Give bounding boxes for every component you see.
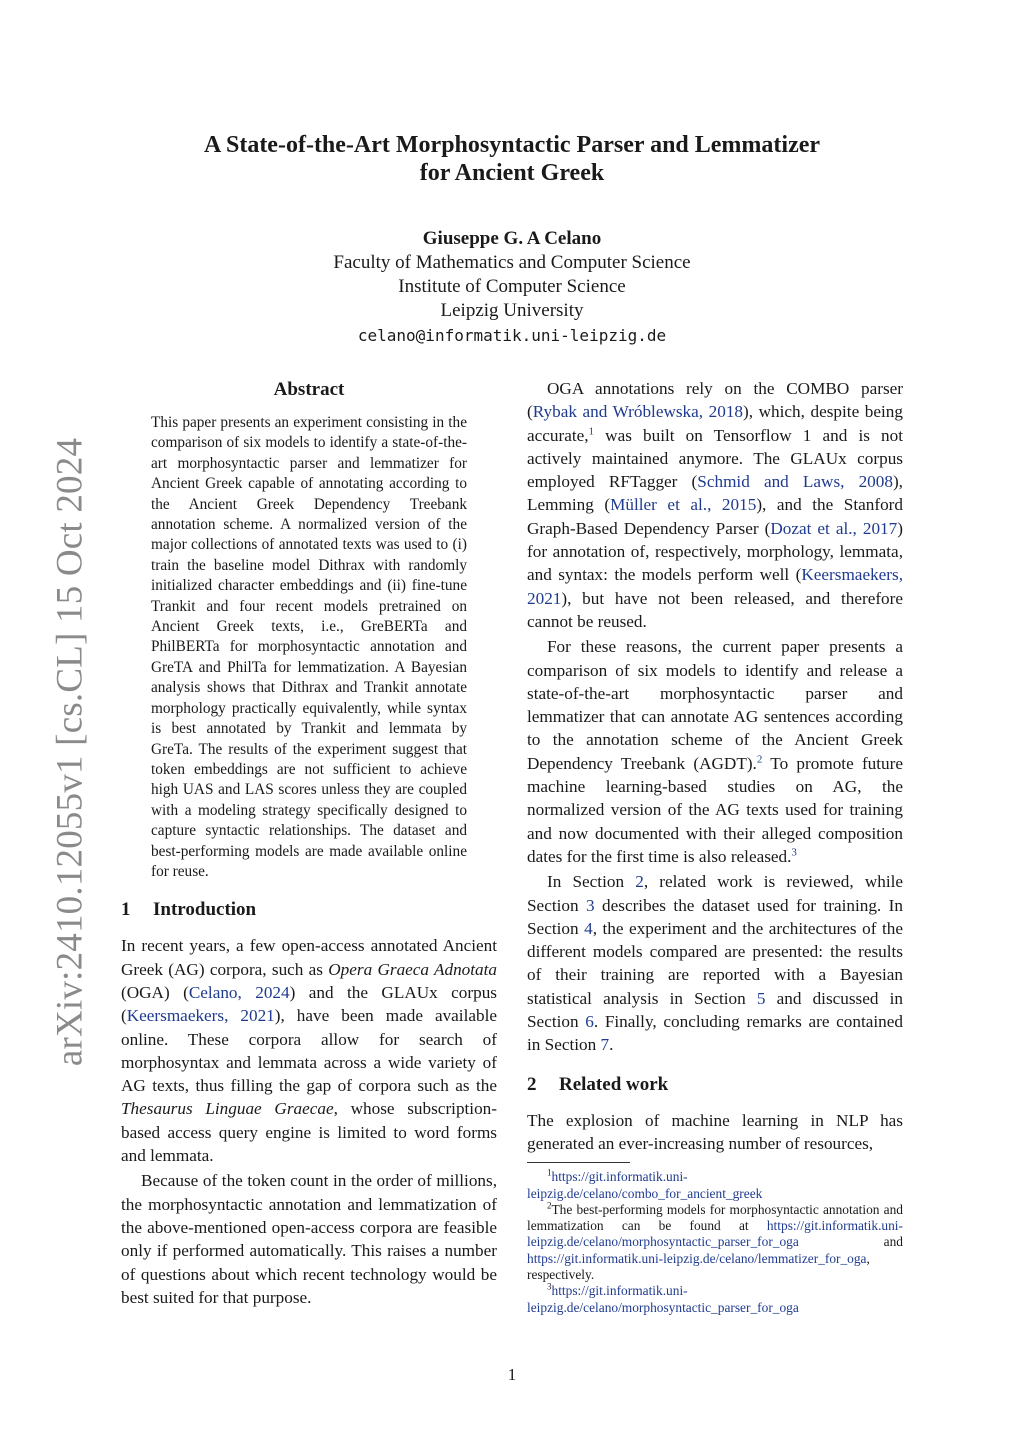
title-line-2: for Ancient Greek xyxy=(419,160,605,186)
text-run: was built on Tensorflow 1 and is not actively maintained anymore. The GLAUx corpus employed RFTagger ( xyxy=(527,425,903,492)
citation-link[interactable]: Rybak and Wróblewska, 2018 xyxy=(532,402,744,422)
text-run: and discussed in Section xyxy=(527,988,903,1032)
text-run: ) for annotation of, respectively, morphology, lemmata, and syntax: the models perform well ( xyxy=(527,518,903,585)
intro-paragraph-2: Because of the token count in the order of millions, the morphosyntactic annotation and lemmatization of the above-mentioned open-access corpora are feasible only if performed automatically. This raises a number of questions about which recent technology would be best suited for that purpose. xyxy=(121,1171,497,1307)
right-column xyxy=(527,377,903,1316)
section-ref-link[interactable]: 4 xyxy=(584,918,593,938)
paper-title xyxy=(0,131,1024,187)
section-title: Introduction xyxy=(153,899,257,921)
footnote-number: 2 xyxy=(547,1200,552,1211)
citation-link[interactable]: Keersmaekers, 2021 xyxy=(126,1006,275,1026)
citation-link[interactable]: Dozat et al., 2017 xyxy=(770,518,898,538)
section-number: 2 xyxy=(527,1073,537,1095)
footnote-marker[interactable]: 1 xyxy=(588,424,595,437)
text-run: . xyxy=(609,1035,614,1055)
text-run: , respectively. xyxy=(527,1250,870,1282)
footnote-divider xyxy=(527,1162,630,1163)
text-run: , the experiment and the architectures of the different models compared are presented: the results of their training are reported with a Bayesian statistical analysis in Section xyxy=(527,918,903,1008)
text-run: . Finally, concluding remarks are contained in Section xyxy=(527,1012,903,1055)
author-email[interactable]: celano@informatik.uni-leipzig.de xyxy=(357,326,667,345)
text-run: In Section xyxy=(547,872,636,892)
text-run: , whose subscription-based access query engine is limited to word forms and lemmata. xyxy=(121,1099,497,1166)
page-number: 1 xyxy=(507,1365,517,1384)
footnotes xyxy=(527,1169,903,1316)
citation-link[interactable]: Keersmaekers, 2021 xyxy=(527,565,903,608)
text-run: To promote future machine learning-based studies on AG, the normalized version of the AG texts used for training and now documented with their alleged composition dates for the first time is also released. xyxy=(527,753,903,866)
author-name: Giuseppe G. A Celano xyxy=(422,228,602,249)
title-line-1: A State-of-the-Art Morphosyntactic Parser and Lemmatizer xyxy=(203,132,821,158)
text-run: The best-performing models for morphosyntactic annotation and lemmatization can be found at xyxy=(527,1201,903,1234)
footnote-marker[interactable]: 2 xyxy=(756,753,763,766)
text-run: For these reasons, the current paper presents a comparison of six models to identify and release a state-of-the-art morphosyntactic parser and lemmatizer that can annotate AG sentences according to the annotation scheme of the Ancient Greek Dependency Treebank (AGDT). xyxy=(527,637,903,773)
section-ref-link[interactable]: 6 xyxy=(585,1012,594,1032)
text-run: , related work is reviewed, while Section xyxy=(527,872,904,915)
footnote-url-link[interactable]: https://git.informatik.uni-leipzig.de/celano/morphosyntactic_parser_for_oga xyxy=(527,1218,903,1250)
affiliation-institute: Institute of Computer Science xyxy=(398,276,626,297)
text-run: (OGA) ( xyxy=(121,982,189,1002)
text-run: ) and the GLAUx corpus ( xyxy=(121,982,497,1026)
text-run: ), have been made available online. These corpora allow for search of morphosyntax and lemmata across a wide variety of AG texts, thus filling the gap of corpora such as the xyxy=(121,1006,497,1096)
section-heading-related-work xyxy=(527,1073,903,1097)
footnote-number: 1 xyxy=(547,1167,552,1178)
footnote-url-link[interactable]: https://git.informatik.uni-leipzig.de/celano/combo_for_ancient_greek xyxy=(527,1169,763,1201)
text-run: ), which, despite being accurate, xyxy=(527,402,903,445)
citation-link[interactable]: Celano, 2024 xyxy=(188,982,290,1002)
section-ref-link[interactable]: 7 xyxy=(600,1035,610,1055)
affiliation-university: Leipzig University xyxy=(440,300,584,321)
text-run: In recent years, a few open-access annotated Ancient Greek (AG) corpora, such as xyxy=(121,936,497,979)
affiliation-faculty: Faculty of Mathematics and Computer Science xyxy=(333,252,691,273)
section-title: Related work xyxy=(559,1073,669,1095)
citation-link[interactable]: Müller et al., 2015 xyxy=(610,495,757,515)
title-block xyxy=(0,131,1024,349)
corpus-name-italic: Thesaurus Linguae Graecae xyxy=(121,1099,334,1119)
section-ref-link[interactable]: 3 xyxy=(586,895,595,915)
right-paragraph-3 xyxy=(527,870,903,1056)
abstract-text: This paper presents an experiment consisting in the comparison of six models to identify a state-of-the-art morphosyntactic parser and lemmatizer for Ancient Greek capable of annotating according to the Ancient Greek Dependency Treebank annotation scheme. A normalized version of the major collections of annotated texts was used to (i) train the baseline model Dithrax with randomly initialized character embeddings and (ii) fine-tune Trankit and four recent models pretrained on Ancient Greek texts, i.e., GreBERTa and PhilBERTa for morphosyntactic annotation and GreTA and PhilTa for lemmatization. A Bayesian analysis shows that Dithrax and Trankit annotate morphology practically equivalently, while syntax is best annotated by Trankit and lemmata by GreTa. The results of the experiment suggest that token embeddings are not sufficient to achieve high UAS and LAS scores unless they are coupled with a modeling strategy specifically designed to capture syntactic relationships. The dataset and best-performing models are made available online for reuse. xyxy=(151,414,467,880)
section-number: 1 xyxy=(121,899,131,921)
footnote-marker[interactable]: 3 xyxy=(791,846,797,859)
left-column xyxy=(121,377,497,1309)
footnote-2 xyxy=(527,1202,903,1283)
text-run: OGA annotations rely on the COMBO parser ( xyxy=(527,379,903,422)
corpus-name-italic: Opera Graeca Adnotata xyxy=(328,959,497,979)
footnote-1 xyxy=(527,1169,903,1202)
section-ref-link[interactable]: 5 xyxy=(756,988,766,1008)
citation-link[interactable]: Schmid and Laws, 2008 xyxy=(697,472,893,492)
abstract-heading: Abstract xyxy=(273,379,345,400)
right-paragraph-1 xyxy=(527,377,903,633)
footnote-3 xyxy=(527,1283,903,1316)
section-ref-link[interactable]: 2 xyxy=(635,872,644,892)
right-paragraph-2 xyxy=(527,635,903,868)
footnote-url-link[interactable]: https://git.informatik.uni-leipzig.de/celano/lemmatizer_for_oga xyxy=(527,1250,867,1266)
arxiv-identifier-stamp: arXiv:2410.12055v1 [cs.CL] 15 Oct 2024 xyxy=(49,437,91,1067)
footnote-number: 3 xyxy=(547,1281,552,1292)
text-run: describes the dataset used for training. In Section xyxy=(527,895,903,938)
text-run: and xyxy=(798,1234,903,1250)
intro-paragraph-1 xyxy=(121,934,497,1167)
section-heading-introduction xyxy=(121,898,497,922)
text-run: ), Lemming ( xyxy=(527,472,903,515)
text-run: ), and the Stanford Graph-Based Dependency Parser ( xyxy=(527,495,903,538)
footnote-url-link[interactable]: https://git.informatik.uni-leipzig.de/celano/morphosyntactic_parser_for_oga xyxy=(527,1283,799,1315)
text-run: ), but have not been released, and therefore cannot be reused. xyxy=(527,588,903,631)
related-work-paragraph: The explosion of machine learning in NLP has generated an ever-increasing number of resources, xyxy=(527,1110,903,1153)
